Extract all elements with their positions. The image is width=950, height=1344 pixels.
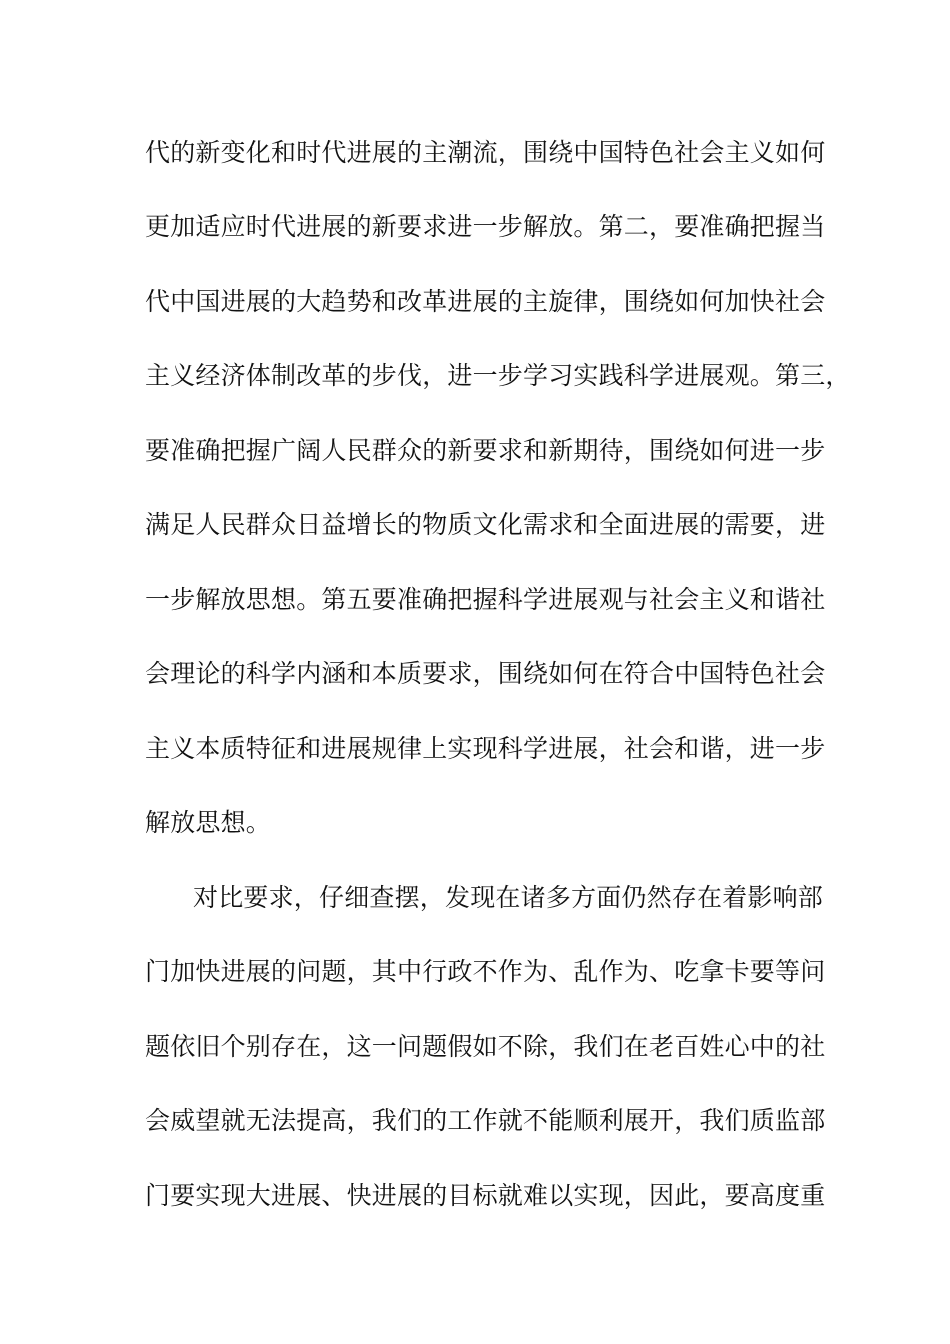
paragraph-first-line: 对比要求，仔细查摆，发现在诸多方面仍然存在着影响部 bbox=[193, 883, 824, 912]
paragraph-line: 门加快进展的问题，其中行政不作为、乱作为、吃拿卡要等问 bbox=[145, 957, 826, 986]
paragraph-line: 代中国进展的大趋势和改革进展的主旋律，围绕如何加快社会 bbox=[145, 287, 826, 316]
paragraph-line: 主义经济体制改革的步伐，进一步学习实践科学进展观。第三， bbox=[145, 361, 851, 390]
paragraph-line: 会威望就无法提高，我们的工作就不能顺利展开，我们质监部 bbox=[145, 1106, 826, 1135]
paragraph-line: 满足人民群众日益增长的物质文化需求和全面进展的需要，进 bbox=[145, 510, 826, 539]
paragraph-line: 题依旧个别存在，这一问题假如不除，我们在老百姓心中的社 bbox=[145, 1032, 826, 1061]
paragraph-line: 门要实现大进展、快进展的目标就难以实现，因此，要高度重 bbox=[145, 1181, 826, 1210]
paragraph-line: 主义本质特征和进展规律上实现科学进展，社会和谐，进一步 bbox=[145, 734, 826, 763]
paragraph-line: 更加适应时代进展的新要求进一步解放。第二，要准确把握当 bbox=[145, 212, 826, 241]
paragraph-line: 要准确把握广阔人民群众的新要求和新期待，围绕如何进一步 bbox=[145, 436, 826, 465]
paragraph-line: 解放思想。 bbox=[145, 808, 272, 837]
paragraph-line: 会理论的科学内涵和本质要求，围绕如何在符合中国特色社会 bbox=[145, 659, 826, 688]
paragraph-line: 一步解放思想。第五要准确把握科学进展观与社会主义和谐社 bbox=[145, 585, 826, 614]
paragraph-line: 代的新变化和时代进展的主潮流，围绕中国特色社会主义如何 bbox=[145, 138, 826, 167]
